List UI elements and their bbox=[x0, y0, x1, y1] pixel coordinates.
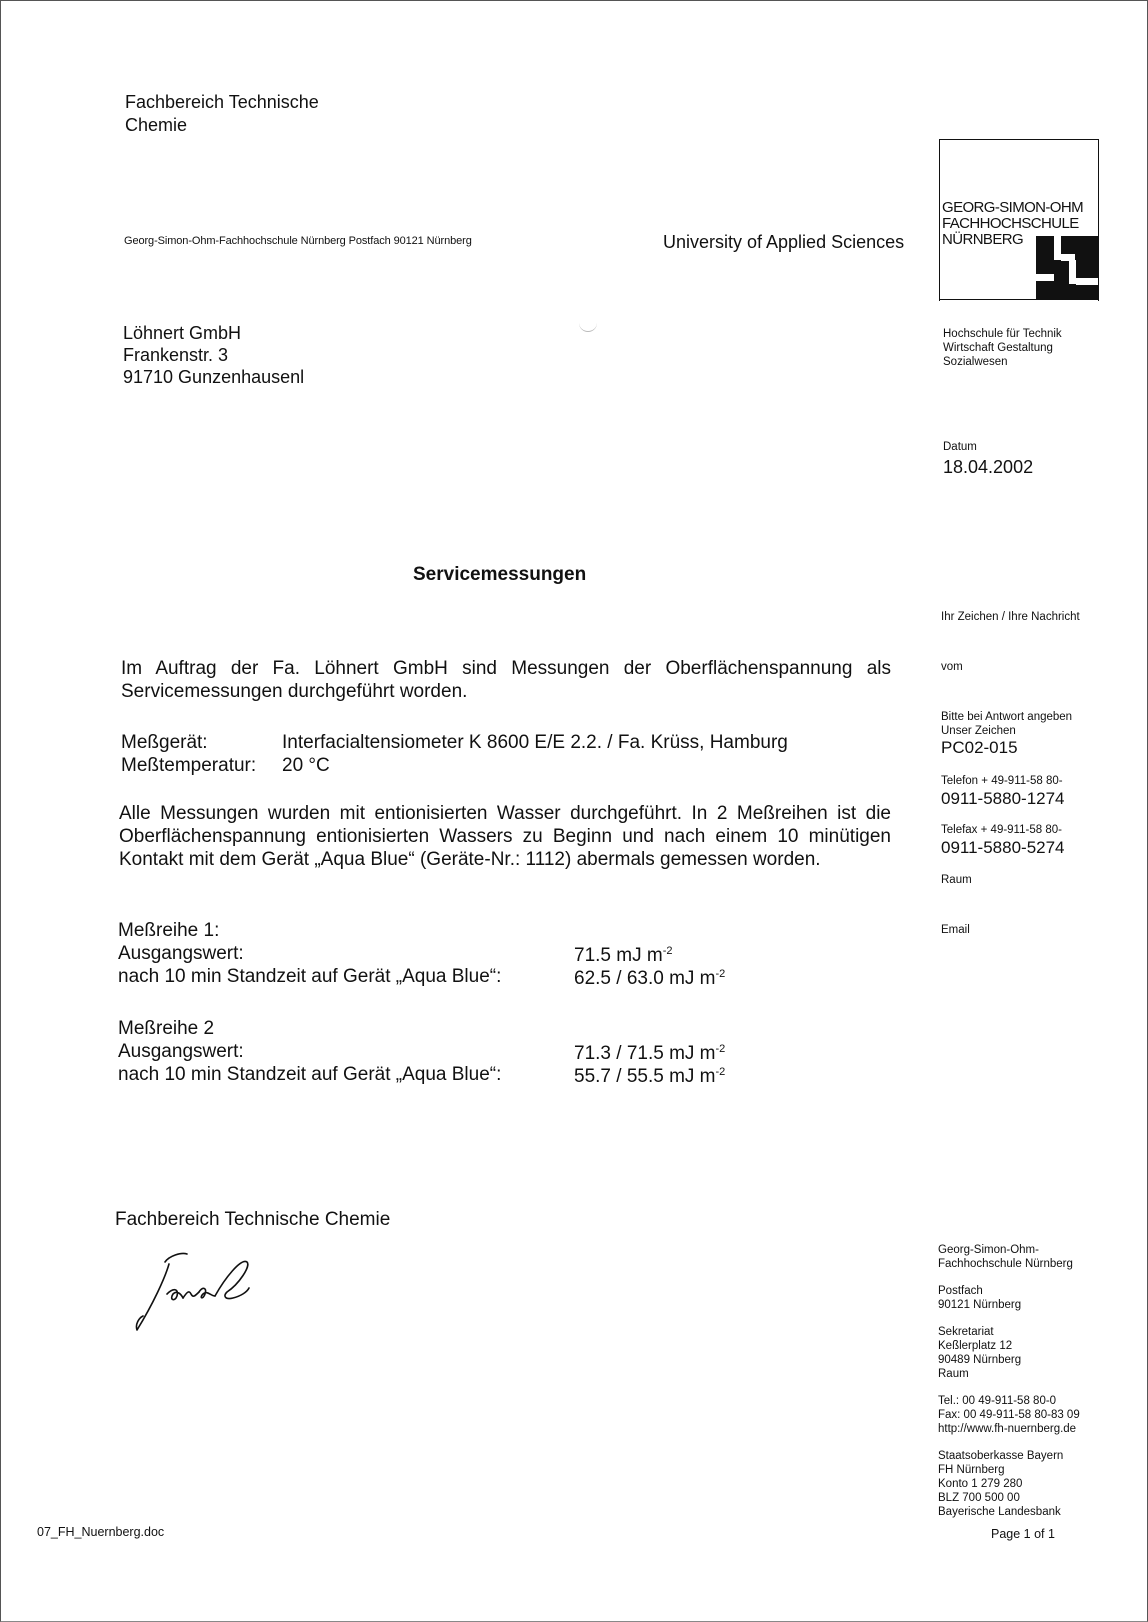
series-after-value bbox=[574, 967, 725, 990]
sender-return-address: Georg-Simon-Ohm-Fachhochschule Nürnberg Postfach 90121 Nürnberg bbox=[124, 235, 472, 247]
reply-reference-label bbox=[941, 710, 1072, 738]
measurement-series-1 bbox=[118, 919, 758, 988]
department-line: Chemie bbox=[125, 115, 188, 135]
value-unit: mJ m bbox=[669, 1043, 716, 1064]
email-label: Email bbox=[941, 924, 970, 936]
footer-line: Sekretariat bbox=[938, 1326, 994, 1338]
footer-address-block bbox=[938, 1243, 1080, 1519]
institution-line: Sozialwesen bbox=[943, 356, 1008, 368]
file-name: 07_FH_Nuernberg.doc bbox=[37, 1525, 165, 1539]
telefon-value: 0911-5880-1274 bbox=[941, 789, 1065, 808]
unit-exponent: -2 bbox=[715, 1066, 726, 1078]
device-label: Meßgerät: bbox=[121, 732, 208, 753]
reply-label-line: Bitte bei Antwort angeben bbox=[941, 711, 1073, 723]
reference-value: PC02-015 bbox=[941, 738, 1018, 757]
series-start-label: Ausgangswert: bbox=[118, 943, 244, 964]
logo-line: GEORG-SIMON-OHM bbox=[942, 199, 1083, 216]
ihr-zeichen-label: Ihr Zeichen / Ihre Nachricht bbox=[941, 611, 1080, 623]
unit-exponent: -2 bbox=[715, 1043, 726, 1055]
value-number: 62.5 / 63.0 bbox=[574, 968, 664, 989]
footer-line: FH Nürnberg bbox=[938, 1464, 1005, 1476]
series-start-row bbox=[118, 942, 758, 965]
series-after-row bbox=[118, 965, 758, 988]
intro-paragraph: Im Auftrag der Fa. Löhnert GmbH sind Messungen der Oberflächenspannung als Servicemessungen durchgeführt worden. bbox=[121, 658, 891, 702]
footer-line: Fax: 00 49-911-58 80-83 09 bbox=[938, 1409, 1080, 1421]
logo-mark-icon bbox=[1036, 236, 1098, 300]
temperature-value: 20 °C bbox=[282, 755, 330, 776]
recipient-address bbox=[123, 322, 304, 388]
date-value: 18.04.2002 bbox=[943, 457, 1034, 477]
telefax-value: 0911-5880-5274 bbox=[941, 838, 1065, 857]
footer-line: Konto 1 279 280 bbox=[938, 1478, 1023, 1490]
value-unit: mJ m bbox=[669, 1066, 716, 1087]
unit-exponent: -2 bbox=[715, 968, 726, 980]
footer-line: http://www.fh-nuernberg.de bbox=[938, 1423, 1077, 1435]
footer-line: Postfach bbox=[938, 1285, 983, 1297]
page-number: Page 1 of 1 bbox=[991, 1527, 1055, 1541]
series-after-value bbox=[574, 1065, 725, 1088]
footer-line: 90489 Nürnberg bbox=[938, 1354, 1022, 1366]
series-start-value bbox=[574, 944, 672, 967]
footer-block bbox=[938, 1325, 1080, 1381]
footer-line: Georg-Simon-Ohm- bbox=[938, 1244, 1039, 1256]
series-title: Meßreihe 1: bbox=[118, 920, 220, 941]
value-unit: mJ m bbox=[669, 968, 716, 989]
value-unit: mJ m bbox=[616, 945, 663, 966]
logo-line: FACHHOCHSCHULE bbox=[942, 215, 1079, 232]
series-after-label: nach 10 min Standzeit auf Gerät „Aqua Blue“: bbox=[118, 966, 502, 987]
vom-label: vom bbox=[941, 661, 963, 673]
temperature-row bbox=[121, 754, 788, 777]
series-title: Meßreihe 2 bbox=[118, 1018, 215, 1039]
value-number: 55.7 / 55.5 bbox=[574, 1066, 664, 1087]
temperature-label: Meßtemperatur: bbox=[121, 755, 257, 776]
footer-block bbox=[938, 1243, 1080, 1271]
series-start-value bbox=[574, 1042, 725, 1065]
device-value: Interfacialtensiometer K 8600 E/E 2.2. / Fa. Krüss, Hamburg bbox=[282, 732, 788, 753]
footer-line: BLZ 700 500 00 bbox=[938, 1492, 1020, 1504]
logo-rule bbox=[940, 299, 1037, 300]
series-after-label: nach 10 min Standzeit auf Gerät „Aqua Blue“: bbox=[118, 1064, 502, 1085]
handwritten-signature bbox=[129, 1248, 261, 1334]
department-line: Fachbereich Technische bbox=[125, 92, 319, 112]
university-tagline: University of Applied Sciences bbox=[663, 232, 905, 252]
unit-exponent: -2 bbox=[662, 945, 673, 957]
series-after-row bbox=[118, 1063, 758, 1086]
footer-line: Bayerische Landesbank bbox=[938, 1506, 1061, 1518]
telefax-label: Telefax + 49-911-58 80- bbox=[941, 824, 1062, 836]
footer-line: Staatsoberkasse Bayern bbox=[938, 1450, 1064, 1462]
method-paragraph: Alle Messungen wurden mit entionisierten Wasser durchgeführt. In 2 Meßreihen ist die Oberflächenspannung entionisierten Wassers zu Beginn und nach einem 10 minütigen Kontakt mit dem Gerät „Aqua Blue“ (Geräte-Nr.: 1112) abermals gemessen worden. bbox=[119, 803, 891, 870]
logo-line: NÜRNBERG bbox=[942, 231, 1024, 248]
footer-block bbox=[938, 1394, 1080, 1436]
footer-line: 90121 Nürnberg bbox=[938, 1299, 1022, 1311]
device-row bbox=[121, 731, 788, 754]
value-number: 71.3 / 71.5 bbox=[574, 1043, 664, 1064]
value-number: 71.5 bbox=[574, 945, 611, 966]
document-title: Servicemessungen bbox=[413, 564, 587, 585]
footer-block bbox=[938, 1449, 1080, 1519]
measurement-setup bbox=[121, 731, 788, 777]
recipient-line: Löhnert GmbH bbox=[123, 323, 242, 343]
university-logo bbox=[939, 139, 1099, 301]
scan-artifact bbox=[579, 319, 597, 332]
footer-line: Keßlerplatz 12 bbox=[938, 1340, 1013, 1352]
measurement-series-2 bbox=[118, 1017, 758, 1086]
recipient-line: 91710 Gunzenhausenl bbox=[123, 367, 305, 387]
footer-line: Raum bbox=[938, 1368, 969, 1380]
closing-department: Fachbereich Technische Chemie bbox=[115, 1209, 391, 1230]
telefon-label: Telefon + 49-911-58 80- bbox=[941, 775, 1063, 787]
series-start-label: Ausgangswert: bbox=[118, 1041, 244, 1062]
reply-label-line: Unser Zeichen bbox=[941, 725, 1016, 737]
recipient-line: Frankenstr. 3 bbox=[123, 345, 229, 365]
date-label: Datum bbox=[943, 441, 977, 453]
institution-description bbox=[943, 327, 1062, 369]
institution-line: Wirtschaft Gestaltung bbox=[943, 342, 1053, 354]
raum-label: Raum bbox=[941, 874, 972, 886]
department-heading bbox=[125, 91, 319, 137]
footer-line: Tel.: 00 49-911-58 80-0 bbox=[938, 1395, 1057, 1407]
institution-line: Hochschule für Technik bbox=[943, 328, 1062, 340]
footer-block bbox=[938, 1284, 1080, 1312]
series-start-row bbox=[118, 1040, 758, 1063]
footer-line: Fachhochschule Nürnberg bbox=[938, 1258, 1073, 1270]
